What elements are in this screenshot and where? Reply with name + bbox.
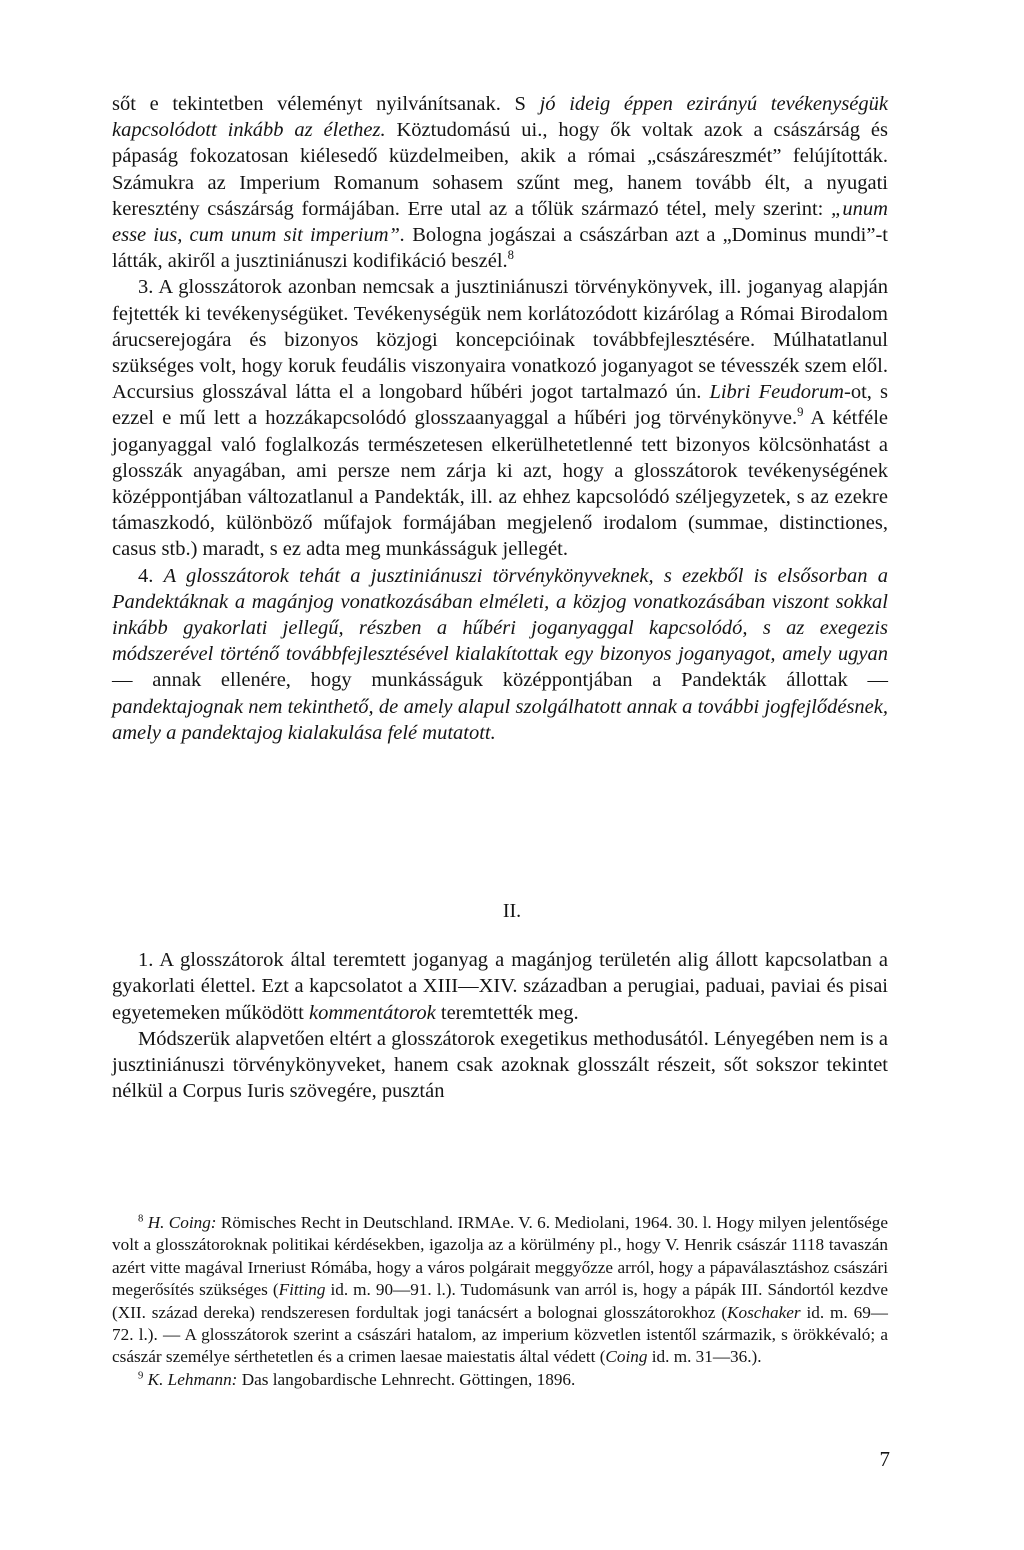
text-run: id. m. 90—91. l.). Tudomásunk van arról is, hogy a pápák III. Sándortól kezdve (XII. század dereka) rendszeresen fordultak jogi tanácsért a bolognai glosszátorokhoz ( <box>112 1280 888 1322</box>
italic-run: kommentátorok <box>308 1001 436 1024</box>
paragraph-3 <box>112 274 888 562</box>
text-run: — annak ellenére, hogy munkásságuk középpontjában a Pandekták állottak — <box>112 669 888 692</box>
text-run: -ot, s ezzel e mű lett a hozzákapcsolódó glosszaanyaggal a hűbéri jog törvénykönyve. <box>112 381 888 430</box>
italic-quote: „unum esse ius, cum unum sit imperium”. <box>112 197 888 247</box>
text-run: Bologna jogászai a császárban azt a „Dominus mundi”-t látták, akiről a jusztiniánuszi kodifikáció beszél. <box>112 224 888 273</box>
text-run: teremtették meg. <box>435 1001 579 1024</box>
footnote-8 <box>112 1212 888 1369</box>
italic-run: jó ideig éppen ezirányú tevékenységük kapcsolódott inkább az élethez. <box>112 93 888 142</box>
footnotes <box>112 1212 888 1391</box>
text-run: id. m. 69—72. l.). — A glosszátorok szerint a császári hatalom, az imperium közvetlen istentől származik, s örökkévaló; a császár személye sérthetetlen és a crimen laesae maiestatis által védett ( <box>112 1302 888 1367</box>
footnote-9 <box>112 1369 888 1391</box>
italic-author: H. Coing: <box>147 1213 217 1232</box>
footnote-number: 9 <box>138 1370 144 1382</box>
text-run: Römisches Recht in Deutschland. IRMAe. V. 6. Mediolani, 1964. 30. l. Hogy milyen jelentősége volt a glosszátoroknak politikai kérdésekben, igazolja az a körülmény pl., hogy V. Henrik császár 1118 tavaszán azért vitte magával Irneriust Rómába, hogy a város polgárait meggyőzze arról, hogy a pápaválasztáshoz császári megerősítés szükséges ( <box>112 1213 889 1300</box>
text-run: Köztudomású ui., hogy ők voltak azok a császárság és pápaság fokozatosan kiélesedő küzdelmeiben, akik a római „császáreszmét” felújították. Számukra az Imperium Romanum sohasem szűnt meg, hanem tovább élt, a nyugati keresztény császárság formájában. Erre utal az a tőlük származó tétel, mely szerint: <box>112 119 889 220</box>
main-text-lower <box>112 947 888 1105</box>
text-run: Das langobardische Lehnrecht. Göttingen, 1896. <box>237 1369 576 1389</box>
italic-run: Libri Feudorum <box>709 381 844 404</box>
text-run: A kétféle joganyaggal való foglalkozás természetesen elkerülhetetlenné tett bizonyos kölcsönhatást a glosszák anyagában, ami persze nem zárja ki azt, hogy a glosszátorok tevékenységének középpontjában változatlanul a Pandekták, ill. az ehhez kapcsolódó széljegyzetek, s az ezekre támaszkodó, különböző műfajok formájában megjelenő irodalom (summae, distinctiones, casus stb.) maradt, s ez adta meg munkásságuk jellegét. <box>112 407 888 561</box>
italic-run: pandektajognak nem tekinthető, de amely alapul szolgálhatott annak a további jogfejlődésnek, amely a pandektajog kialakulása felé mutatott. <box>112 695 888 744</box>
footnote-ref-9: 9 <box>797 405 804 420</box>
footnote-number: 8 <box>138 1213 144 1225</box>
text-run: id. m. 31—36.). <box>647 1347 762 1367</box>
footnote-ref-8: 8 <box>507 248 514 263</box>
paragraph-ii-2 <box>112 1026 888 1105</box>
italic-run: A glosszátorok tehát a jusztiniánuszi törvénykönyveknek, s ezekből is elsősorban a Pandektáknak a magánjog vonatkozásában elméleti, a közjog vonatkozásában viszont sokkal inkább gyakorlati jellegű, részben a hűbéri joganyaggal kapcsolódó, s az exegezis módszerével történő továbbfejlesztésével kialakítottak egy bizonyos joganyagot, amely ugyan <box>112 564 889 666</box>
text-run: 4. <box>138 564 164 587</box>
paragraph-4 <box>112 563 888 746</box>
italic-author: Coing <box>605 1347 648 1367</box>
italic-author: K. Lehmann: <box>147 1369 238 1389</box>
section-heading: II. <box>502 900 522 922</box>
text-run: 1. A glosszátorok által teremtett joganyag a magánjog területén alig állott kapcsolatban a gyakorlati élettel. Ezt a kapcsolatot a XIII—XIV. században a perugiai, paduai, paviai és pisai egyetemeken működött <box>112 949 888 1024</box>
paragraph-ii-1 <box>112 947 888 1026</box>
page-number: 7 <box>879 1447 890 1471</box>
text-run: 3. A glosszátorok azonban nemcsak a jusztiniánuszi törvénykönyvek, ill. joganyag alapján fejtették ki tevékenységüket. Tevékenységük nem korlátozódott kizárólag a Római Birodalom árucserejogára és bizonyos közjogi koncepcióinak továbbfejlesztésére. Múlhatatlanul szükséges volt, hogy koruk feudális viszonyaira vonatkozó joganyagot se tévesszék szem elől. Accursius glosszával látta el a longobard hűbéri jogot tartalmazó ún. <box>112 276 888 404</box>
main-text-upper <box>112 91 888 746</box>
text-run: sőt e tekintetben véleményt nyilvánítsanak. S <box>112 93 540 115</box>
italic-author: Fitting <box>278 1280 326 1300</box>
text-run: Módszerük alapvetően eltért a glosszátorok exegetikus methodusától. Lényegében nem is a jusztiniánuszi törvénykönyveket, hanem csak azoknak glosszált részeit, sőt sokszor tekintet nélkül a Corpus Iuris szövegére, pusztán <box>112 1027 888 1103</box>
italic-author: Koschaker <box>727 1302 801 1322</box>
paragraph-continuation <box>112 91 888 274</box>
